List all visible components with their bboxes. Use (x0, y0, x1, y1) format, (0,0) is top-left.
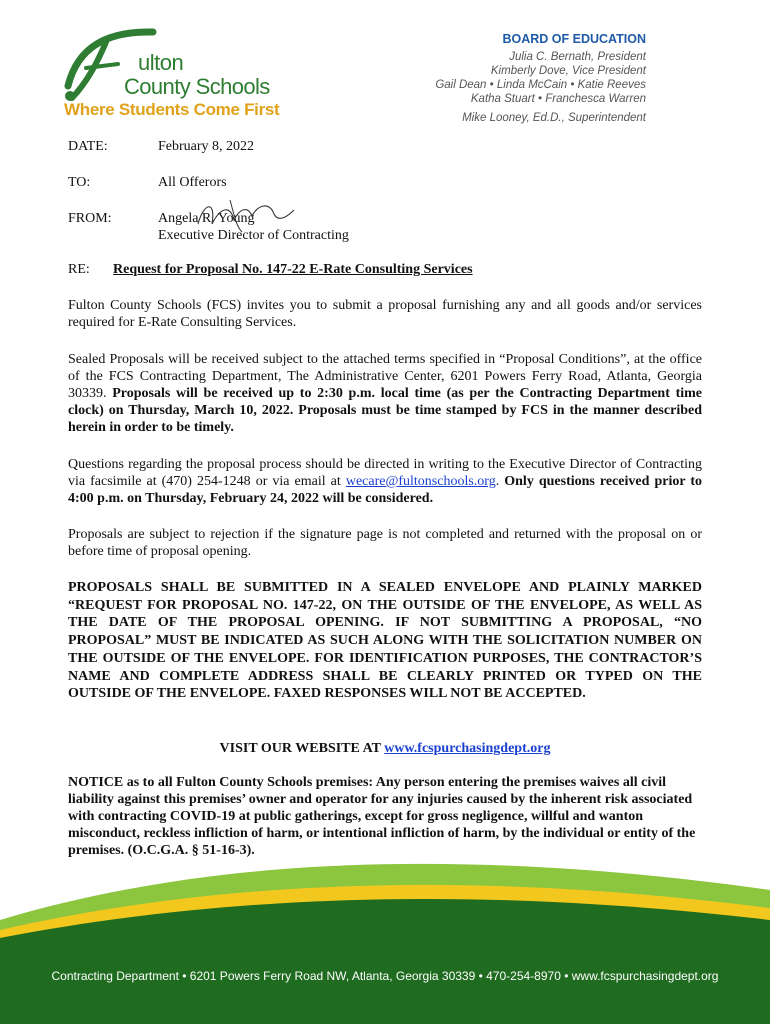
paragraph-sealed-proposals (68, 351, 702, 436)
from-title: Executive Director of Contracting (158, 228, 349, 243)
email-link[interactable]: wecare@fultonschools.org (345, 474, 496, 489)
invitation-text: Fulton County Schools (FCS) invites you to submit a proposal furnishing any and all goods and/or services required for E-Rate Consulting Services. (68, 298, 702, 330)
sealed-proposals-deadline: Proposals will be received up to 2:30 p.m. local time (as per the Contracting Department time clock) on Thursday, March 10, 2022. Proposals must be time stamped by FCS in the manner described herein in order to be timely. (68, 386, 703, 435)
paragraph-questions (68, 456, 702, 507)
to-value: All Offerors (158, 175, 227, 190)
fulton-county-schools-logo (58, 26, 280, 126)
visit-website-line (68, 740, 702, 757)
board-member-line: Julia C. Bernath, President (509, 51, 646, 63)
questions-text (68, 456, 702, 507)
board-of-education-block (346, 32, 646, 124)
to-label: TO: (68, 175, 91, 190)
superintendent-line: Mike Looney, Ed.D., Superintendent (462, 112, 646, 124)
sealed-proposals-text (68, 351, 702, 436)
from-name: Angela R. Young (158, 211, 255, 226)
date-label: DATE: (68, 139, 108, 154)
questions-deadline: Only questions received prior to 4:00 p.m. on Thursday, February 24, 2022 will be considered. (68, 474, 702, 506)
from-label: FROM: (68, 211, 112, 226)
sealed-proposals-normal: Sealed Proposals will be received subject to the attached terms specified in “Proposal Conditions”, at the office of the FCS Contracting Department, The Administrative Center, 6201 Powers Ferry Road, Atlanta, Georgia 30339. (68, 352, 702, 401)
logo-line2: County Schools (124, 74, 270, 99)
board-member-line: Kimberly Dove, Vice President (490, 65, 646, 77)
board-member-line: Gail Dean • Linda McCain • Katie Reeves (435, 79, 646, 91)
logo-tagline: Where Students Come First (64, 100, 280, 119)
footer-contact-line: Contracting Department • 6201 Powers Ferry Road NW, Atlanta, Georgia 30339 • 470-254-8970 • www.fcspurchasingdept.org (51, 969, 719, 983)
board-member-line: Katha Stuart • Franchesca Warren (470, 93, 646, 105)
rejection-text: Proposals are subject to rejection if the signature page is not completed and returned with the proposal on or before time of proposal opening. (68, 527, 702, 559)
website-link[interactable]: www.fcspurchasingdept.org (384, 741, 551, 756)
paragraph-submission-instructions (68, 579, 702, 703)
visit-website-text: VISIT OUR WEBSITE AT (219, 741, 385, 756)
re-subject: Request for Proposal No. 147-22 E-Rate Consulting Services (113, 262, 473, 277)
questions-normal: Questions regarding the proposal process should be directed in writing to the Executive Director of Contracting via facsimile at (470) 254-1248 or via email at (68, 457, 702, 489)
footer-swoosh-band (0, 850, 770, 1024)
logo-line1: ulton (138, 50, 184, 75)
paragraph-invitation (68, 297, 702, 331)
questions-punct: . (495, 474, 505, 489)
covid-notice-text: NOTICE as to all Fulton County Schools premises: Any person entering the premises waives all civil liability against this premises’ owner and operator for any injuries caused by the inherent risk associated with contracting COVID-19 at public gatherings, except for gross negligence, willful and wanton misconduct, reckless infliction of harm, or intentional infliction of harm, by the individual or entity of the premises. (O.C.G.A. § 51-16-3). (68, 775, 696, 858)
paragraph-rejection (68, 526, 702, 560)
paragraph-notice (68, 774, 702, 859)
board-heading: BOARD OF EDUCATION (502, 32, 646, 46)
handwritten-signature-icon (190, 194, 300, 234)
date-value: February 8, 2022 (158, 139, 255, 154)
submission-instructions-text: PROPOSALS SHALL BE SUBMITTED IN A SEALED ENVELOPE AND PLAINLY MARKED “REQUEST FOR PROPOSAL NO. 147-22, ON THE OUTSIDE OF THE ENVELOPE, AS WELL AS THE DATE OF THE PROPOSAL OPENING. IF NOT SUBMITTING A PROPOSAL, “NO PROPOSAL” MUST BE INDICATED AS SUCH ALONG WITH THE SOLICITATION NUMBER ON THE OUTSIDE OF THE ENVELOPE. FOR IDENTIFICATION PURPOSES, THE CONTRACTOR’S NAME AND COMPLETE ADDRESS SHALL BE CLEARLY PRINTED OR TYPED ON THE OUTSIDE OF THE ENVELOPE. FAXED RESPONSES WILL NOT BE ACCEPTED. (68, 580, 702, 702)
re-label: RE: (68, 262, 90, 277)
